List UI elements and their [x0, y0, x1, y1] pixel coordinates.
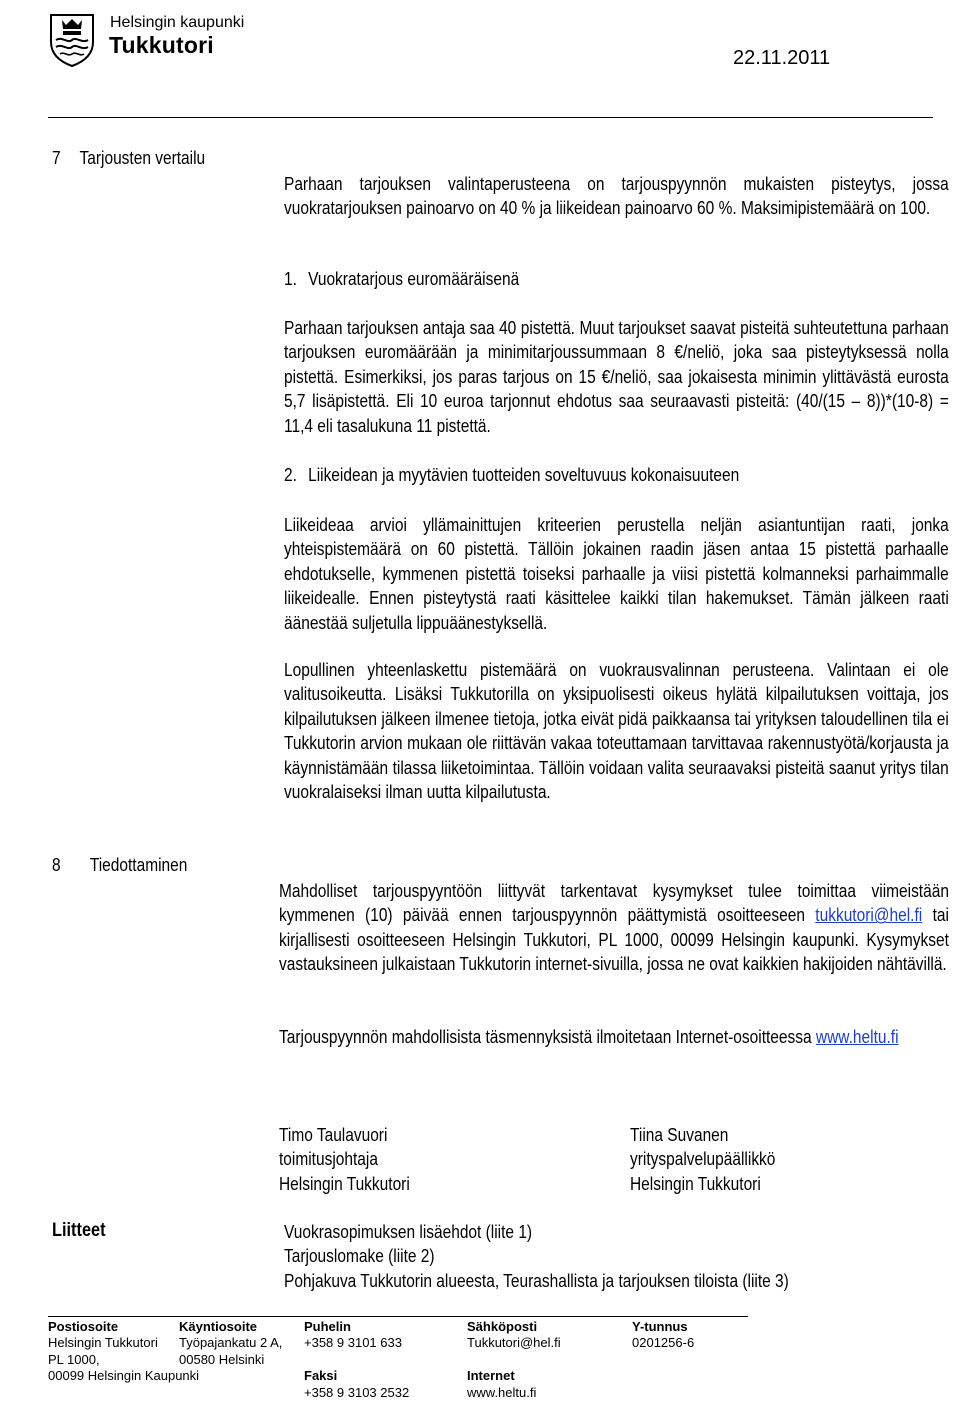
footer-divider	[48, 1316, 748, 1317]
paragraph: Parhaan tarjouksen antaja saa 40 pistettä. Muut tarjoukset saavat pisteitä suhteutettuna parhaan tarjouksen euromäärään ja minimitarjoussummaan 8 €/neliö, joka saa pisteytyksessä nolla pistettä. Esimerkiksi, jos paras tarjous on 15 €/neliö, saa jokaisesta minimin ylittävästä eurosta 5,7 lisäpistettä. Eli 10 euroa tarjonnut ehdotus saa seuraavasti pisteitä: (40/(15 – 8))*(10-8) = 11,4 eli tasalukuna 11 pistettä.	[284, 318, 949, 436]
footer-heading: Puhelin	[304, 1319, 351, 1334]
section-title: Tarjousten vertailu	[79, 148, 206, 168]
paragraph: Lopullinen yhteenlaskettu pistemäärä on vuokrausvalinnan perusteena. Valintaan ei ole valitusoikeutta. Lisäksi Tukkutorilla on yksipuolisesti oikeus hylätä kilpailutuksen voittaja, jos kilpailutuksen jälkeen ilmenee tietoja, jotka eivät pidä paikkaansa tai yrityksen taloudellinen tila ei Tukkutorin arvion mukaan ole riittävän vakaa toteuttamaan tarvittavaa rakennustyötä/korjausta ja käynnistämään tilassa liiketoimintaa. Tällöin voidaan valita seuraavaksi pisteitä saanut yritys tilan vuokralaiseksi ilman uutta kilpailutusta.	[284, 660, 949, 803]
criterion-2-text	[284, 513, 949, 635]
section-8-heading	[52, 855, 187, 876]
list-number: 1.	[284, 269, 297, 289]
contact-email-link[interactable]: tukkutori@hel.fi	[815, 905, 923, 926]
attachments-label: Liitteet	[52, 1220, 106, 1241]
section-7-intro	[284, 172, 949, 221]
footer-phone-fax	[304, 1319, 409, 1401]
footer-line: 00099 Helsingin Kaupunki	[48, 1368, 200, 1384]
section-number: 8	[52, 855, 61, 875]
list-title: Vuokratarjous euromääräisenä	[308, 269, 520, 289]
attachments-list	[284, 1220, 789, 1293]
signer-name: Tiina Suvanen	[630, 1125, 729, 1145]
criterion-2-heading	[284, 463, 739, 487]
paragraph: Parhaan tarjouksen valintaperusteena on tarjouspyynnön mukaisten pisteytys, jossa vuokratarjouksen painoarvo on 40 % ja liikeidean painoarvo 60 %. Maksimipistemäärä on 100.	[284, 174, 949, 219]
attachment-item: Vuokrasopimuksen lisäehdot (liite 1)	[284, 1222, 533, 1242]
footer-line: Työpajankatu 2 A,	[179, 1335, 283, 1351]
footer-website[interactable]: www.heltu.fi	[467, 1384, 537, 1400]
helsinki-crest-icon	[48, 12, 96, 68]
list-title: Liikeidean ja myytävien tuotteiden soveltuvuus kokonaisuuteen	[308, 465, 740, 485]
section-8-paragraph-1	[279, 879, 949, 977]
footer-heading: Postiosoite	[48, 1319, 119, 1334]
signature-block-1	[279, 1123, 410, 1196]
signer-title: yrityspalvelupäällikkö	[630, 1149, 776, 1170]
paragraph-text: Mahdolliset tarjouspyyntöön liittyvät tarkentavat kysymykset tulee toimittaa viimeistään kymmenen (10) päivää ennen tarjouspyynnön päättymistä osoitteeseen	[279, 881, 949, 926]
signer-title: toimitusjohtaja	[279, 1149, 378, 1170]
footer-email-internet	[467, 1319, 561, 1401]
footer-line: PL 1000,	[48, 1351, 100, 1367]
final-selection-text	[284, 658, 949, 804]
website-link[interactable]: www.heltu.fi	[815, 1027, 899, 1047]
org-unit: Tukkutori	[109, 32, 214, 58]
paragraph: Liikeideaa arvioi yllämainittujen kriteerien perustella neljän asiantuntijan raati, jonka yhteispistemäärä on 60 pistettä. Tällöin jokainen raadin jäsen antaa 15 pistettä parhaalle ehdotukselle, kymmenen pistettä toiseksi parhaalle ja viisi pistettä kolmanneksi parhaimmalle liikeidealle. Ennen pisteytystä raati käsittelee kaikki tilan hakemukset. Tämän jälkeen raati äänestää suljetulla lippuäänestyksellä.	[284, 515, 949, 633]
attachment-item: Pohjakuva Tukkutorin alueesta, Teurashallista ja tarjouksen tiloista (liite 3)	[284, 1270, 789, 1291]
header-divider	[48, 117, 933, 118]
signature-block-2	[630, 1123, 775, 1196]
footer-email[interactable]: Tukkutori@hel.fi	[467, 1335, 561, 1351]
section-8-paragraph-2	[279, 1025, 949, 1049]
document-date: 22.11.2011	[733, 47, 831, 69]
criterion-1-text	[284, 316, 949, 438]
footer-line: Helsingin Tukkutori	[48, 1335, 158, 1351]
footer-phone: +358 9 3101 633	[304, 1335, 402, 1351]
footer-fax: +358 9 3103 2532	[304, 1384, 410, 1400]
footer-postal-address	[48, 1319, 199, 1385]
footer-business-id	[632, 1319, 694, 1352]
section-title: Tiedottaminen	[89, 855, 188, 875]
signer-org: Helsingin Tukkutori	[279, 1173, 410, 1194]
criterion-1-heading	[284, 267, 519, 291]
list-number: 2.	[284, 465, 297, 485]
footer-heading: Sähköposti	[467, 1319, 538, 1334]
footer-line: 00580 Helsinki	[179, 1351, 265, 1367]
paragraph-text: tai kirjallisesti osoitteeseen Helsingin Tukkutori, PL 1000, 00099 Helsingin kaupunki. Kysymykset vastauksineen julkaistaan Tukkutorin internet-sivuilla, jossa ne ovat kaikkien hakijoiden nähtävillä.	[279, 905, 949, 975]
section-7-heading	[52, 148, 205, 169]
signer-org: Helsingin Tukkutori	[630, 1173, 761, 1194]
org-name: Helsingin kaupunki	[110, 14, 245, 31]
footer-heading: Internet	[467, 1368, 515, 1384]
footer-heading: Käyntiosoite	[179, 1319, 258, 1334]
paragraph-text: Tarjouspyynnön mahdollisista täsmennyksistä ilmoitetaan Internet-osoitteessa	[279, 1027, 812, 1047]
footer-business-id-value: 0201256-6	[632, 1335, 695, 1351]
footer-visiting-address	[179, 1319, 282, 1368]
footer-heading: Y-tunnus	[632, 1319, 688, 1334]
signer-name: Timo Taulavuori	[279, 1125, 388, 1145]
footer-heading: Faksi	[304, 1368, 338, 1384]
section-number: 7	[52, 148, 61, 168]
attachment-item: Tarjouslomake (liite 2)	[284, 1246, 435, 1267]
